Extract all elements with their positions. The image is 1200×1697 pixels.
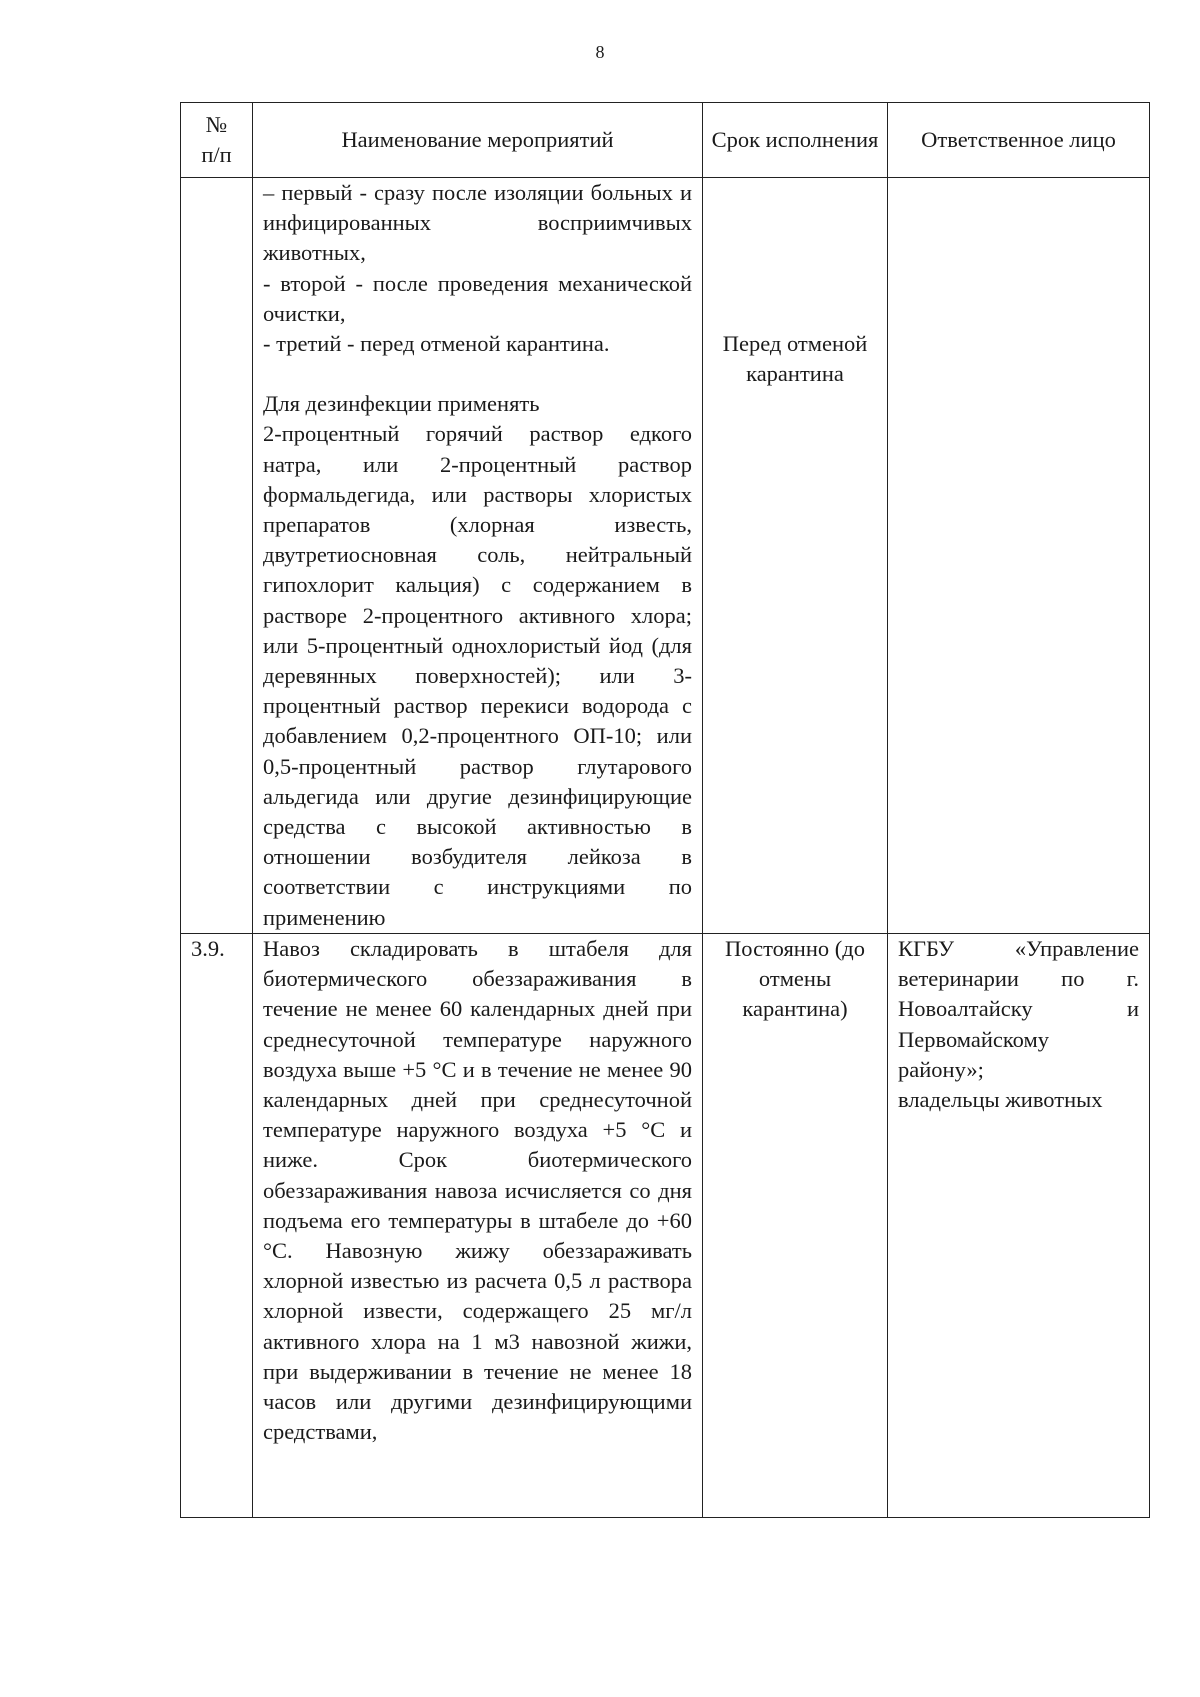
row-responsible xyxy=(888,178,1150,934)
activity-paragraph: 2-процентный горячий раствор едкого натра, или 2-процентный раствор формальдегида, или растворы хлористых препаратов (хлорная известь, двутретиосновная соль, нейтральный гипохлорит кальция) с содержанием в растворе 2-процентного активного хлора; или 5-процентный однохлористый йод (для деревянных поверхностей); или 3-процентный раствор перекиси водорода с добавлением 0,2-процентного ОП-10; или 0,5-процентный раствор глутарового альдегида или другие дезинфицирующие средства с высокой активностью в отношении возбудителя лейкоза в соответствии с инструкциями по применению xyxy=(263,421,692,930)
row-number: 3.9. xyxy=(181,934,253,1518)
row-term: Постоянно (до отмены карантина) xyxy=(703,934,888,1518)
responsible-line: КГБУ «Управление ветеринарии по г. Новоалтайску и xyxy=(898,936,1139,1022)
responsible-line: Первомайскому району»; xyxy=(898,1026,1049,1082)
table-row xyxy=(181,178,1150,934)
header-number-symbol: № xyxy=(205,112,228,137)
table-row xyxy=(181,934,1150,1518)
activity-paragraph: - второй - после проведения механической очистки, xyxy=(263,270,692,326)
measures-table xyxy=(180,102,1150,1518)
row-activity xyxy=(253,934,703,1518)
row-activity xyxy=(253,178,703,934)
table-header-row xyxy=(181,103,1150,178)
row-number xyxy=(181,178,253,934)
term-text: Перед отменой карантина xyxy=(722,331,868,387)
paragraph-spacer xyxy=(263,359,692,389)
row-responsible xyxy=(888,934,1150,1518)
activity-paragraph: – первый - сразу после изоляции больных и инфицированных восприимчивых животных, xyxy=(263,180,692,266)
header-activity: Наименование мероприятий xyxy=(253,103,703,178)
page-number: 8 xyxy=(595,42,605,62)
row-term xyxy=(703,178,888,934)
activity-paragraph: Навоз складировать в штабеля для биотермического обеззараживания в течение не менее 60 календарных дней при среднесуточной температуре наружного воздуха выше +5 °С и в течение не менее 90 календарных дней при среднесуточной температуре наружного воздуха +5 °С и ниже. Срок биотермического обеззараживания навоза исчисляется со дня подъема его температуры в штабеле до +60 °С. Навозную жижу обеззараживать хлорной известью из расчета 0,5 л раствора хлорной извести, содержащего 25 мг/л активного хлора на 1 м3 навозной жижи, при выдерживании в течение не менее 18 часов или другими дезинфицирующими средствами, xyxy=(263,936,692,1445)
header-term: Срок исполнения xyxy=(703,103,888,178)
header-number xyxy=(181,103,253,178)
header-number-abbr: п/п xyxy=(201,142,232,167)
responsible-line: владельцы животных xyxy=(898,1087,1103,1113)
activity-paragraph: Для дезинфекции применять xyxy=(263,391,540,417)
header-responsible: Ответственное лицо xyxy=(888,103,1150,178)
term-spacer xyxy=(713,178,877,329)
activity-paragraph: - третий - перед отменой карантина. xyxy=(263,331,610,357)
